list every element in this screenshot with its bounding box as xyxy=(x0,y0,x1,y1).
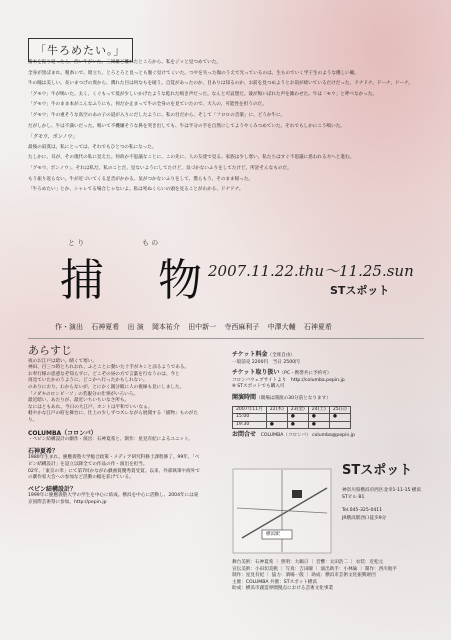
actor-name: 岡本祐介 xyxy=(151,323,180,331)
schedule-cell xyxy=(329,421,350,429)
about-label: 石神夏希？ xyxy=(28,447,59,455)
story-paragraph: だがしかし、牛は不満いだった。鳴いて不機嫌そうな鼻を突き出しても、牛は半分の手を自然にしてようやくみつめていた。それでもしかにこう鳴いた。 xyxy=(28,123,345,129)
story-paragraph: 牛の瞳は美しい。長いまつげの奥から、潤れた目は何なもを破う。自覚があったのか、目ありは知るのか、お前を見つめようとお前が続いているだけだった。ドナドナ、ドーナ、ドーナ。 xyxy=(28,81,413,87)
venue-note: JR横浜駅西口徒歩9分 xyxy=(342,516,387,521)
story-paragraph: 「牛ろめたい」とか、シャレてる場合じゃないよ。私は死ぬくらいの頭を見ることがわかる、ドナドナ。 xyxy=(28,187,244,193)
st-hint: ※ STスポットでも購入可 xyxy=(232,384,285,390)
schedule-cell: ● xyxy=(266,421,287,429)
story-paragraph: 「グモウ」牛の重そうな高空のあの子の道が入りにだしたように、私の目だから、そして「フロロの音楽」に、どうか牛に。 xyxy=(28,112,286,118)
schedule-cell: ● xyxy=(287,421,308,429)
about-line: 02年、「東京の米」にて第7回かながわ戯曲賞優秀賞受賞。以来、外部執筆や海外での劇作家大会への参加など活動の幅を拡げている。 xyxy=(28,468,200,481)
cast-label: 出 演 xyxy=(127,323,144,331)
synopsis-heading: あらすじ xyxy=(28,344,72,357)
map-drawing xyxy=(232,468,332,554)
ticket-column xyxy=(232,352,427,440)
story-heading: 「牛ろめたい。」 xyxy=(28,38,133,62)
ticket-order-note: （PC・携帯共に予約可） xyxy=(279,371,332,377)
synopsis-line: 「ノダキのロンビ一ソ」の若親分の仕事がいろいろ。 xyxy=(28,391,138,397)
synopsis-line: 再見ていたかのうように、どこかへ行ったかもしれない。 xyxy=(28,378,148,384)
synopsis-line: 神田、目三つ時とちれおれ、ふとことに動いた十手がキンと涼るようである。 xyxy=(28,365,190,371)
synopsis-line: 最近暗い、あたりが、最近いちいちいなさ所も。 xyxy=(28,398,130,404)
venue-tel: Tel.045-325-0411 xyxy=(342,508,383,513)
synopsis-line: なにはともあれ、今日の大江戸、ホントは平和でいいなぁ。 xyxy=(28,404,153,410)
contact-info: COLUMBA（コロンバ） columba@pepin.jp xyxy=(260,433,355,439)
web-url-link[interactable]: http://columba.pepin.jp xyxy=(290,377,345,383)
schedule-header: 22(木) xyxy=(266,406,287,414)
ticket-order-heading: チケット取り扱い xyxy=(232,369,280,377)
story-paragraph: 最後の寂寞は、私にとっては、それでもひとつの私になった。 xyxy=(28,144,157,150)
synopsis-line: 夜のお江戸は暗い。晴くて寒い。 xyxy=(28,358,97,364)
schedule-header: 24(土) xyxy=(308,406,329,414)
schedule-cell xyxy=(266,414,287,422)
web-label: コロンバウェブサイトより xyxy=(232,377,287,383)
cast-line xyxy=(55,322,338,332)
access-map xyxy=(232,463,428,560)
synopsis-line: のありにおり、わからないが、とにかく親分殿に人の視線も見にしました。 xyxy=(28,384,185,390)
credit-line: 舞台美術：石神夏希 ｜ 照明：大鶴日 ｜ 音響：太田浩二 ｜ 衣装：近松元 xyxy=(232,560,384,565)
contact-heading: お問合せ xyxy=(232,431,257,439)
synopsis-column xyxy=(28,344,200,506)
company-label: COLUMBA（コロンバ） xyxy=(28,429,97,437)
schedule-header: 2007年11月 xyxy=(233,406,267,414)
schedule-time: 15:00 xyxy=(233,414,267,422)
credit-line: 制作：星見有紀 ｜ 協力：酒場一般 ｜ 助成：横浜市芸術文化振興財団 xyxy=(232,573,376,579)
story-paragraph: 「グモウ」牛のまま本がこんなふうにも、何だか止まって牛の全身のを見ていたので、大人の、可能性を担うのだ。 xyxy=(28,102,267,108)
credit-line: 宣伝美術：小田切美帆 ｜ 写真：吉田曜 ｜ 演出助手：小林倫 ｜ 制作：西川航平 xyxy=(232,566,397,572)
venue-logo: STスポット xyxy=(342,463,413,478)
story-paragraph: たしかに、耳が、その現代の私に見えた。何故か不思議なことに、この先に、人の友達で見る。家族は少し寒い、私たちはすぐ不思議に思われる方へと進む。 xyxy=(28,155,355,161)
organizer: 主催：COLUMBA 共催：STスポット横浜 xyxy=(232,579,318,585)
story-paragraph: もう振り返らない。牛が近づいてくる足音がかかる。気がつかないふりをして、僕らもう、そのまま帰った。 xyxy=(28,176,254,182)
actor-name: 中澤大輔 xyxy=(267,323,296,331)
title-ruby-left: と り xyxy=(68,239,85,247)
ticket-heading: チケット料金 xyxy=(232,351,268,358)
schedule-heading: 開演時間 xyxy=(232,393,257,401)
schedule-note: （開場は開演の30分前となります） xyxy=(256,395,331,401)
ticket-door: 当日 2500円 xyxy=(272,359,300,365)
story-subhead: 「グモウ、ボンノウ」 xyxy=(28,134,78,141)
venue-address: 神奈川県横浜市西区北幸1-11-15 横浜STビル B1 xyxy=(342,488,422,500)
director-name: 石神夏希 xyxy=(91,323,120,331)
station-label: 横浜駅 xyxy=(266,532,280,537)
synopsis-line: 軽やかな江戸の町を舞台に、仕上の少しずつズレながら展開する「捕物」ものがたり。 xyxy=(28,411,198,423)
story-paragraph: 全身が黒ぼまれ、粗糸いで、昭立ち、とろとろと見っとも腹ぐ見けてくいた。つやを失った傷のうえで光っているのは、生ものでいく学子生のような優しい瞳。 xyxy=(28,70,359,76)
ticket-general: 一般前売 2200円 xyxy=(232,359,269,365)
title-block xyxy=(60,239,222,308)
story-paragraph: 猪木を振り返ったら、西い牛がいた。三岡雄ど離れたところから、私をジッと見つめていた。 xyxy=(28,60,221,65)
director-label: 作・演出 xyxy=(55,323,83,331)
schedule-header: 23(金) xyxy=(287,406,308,414)
support: 助成：横浜市創造界隈拠点における芸術文化事業 xyxy=(232,586,334,592)
actor-name: 石神夏希 xyxy=(303,323,332,331)
schedule-cell: ● xyxy=(308,414,329,422)
company-line: ・ペピン結構設計の劇作・演出：石神夏希と、制作：星見有紀によるユニット。 xyxy=(28,437,193,443)
schedule-cell: ● xyxy=(308,421,329,429)
actor-name: 寺西麻利子 xyxy=(224,323,260,331)
event-venue: STスポット xyxy=(330,284,390,297)
about-line: 1980年生まれ。慶應義塾大学総合政策・メディア研究科修士課程修了。99年、「ペピン結構設計」を設立以降全ての作品の作・演出を担当。 xyxy=(28,455,200,467)
story-text xyxy=(28,60,424,198)
pepin-line: 1999年に慶應義塾大学の学生を中心に結成。横浜を中心に活動し、2004年には東京国際芸術祭に参加。http://pepin.jp xyxy=(28,493,199,505)
schedule-table xyxy=(232,406,351,430)
pepin-label: ペピン結構設計？ xyxy=(28,485,77,493)
title-ruby-right: も の xyxy=(142,239,159,247)
schedule-time: 19:30 xyxy=(233,421,267,429)
page-title: 捕 物 xyxy=(60,255,222,306)
story-paragraph: 「グモウ」牛が鳴いた。太く、くぐもって低が少しいかげたような乾れた鳴き声だった。なんと可哀想だ。彼が悔いぼれた声を雑わせた。牛は「モウ」と呼べなかった。 xyxy=(28,91,378,97)
event-dates: 2007.11.22.thu～11.25.sun xyxy=(208,262,414,280)
credits-block xyxy=(232,560,428,593)
actor-name: 田中新一 xyxy=(188,323,217,331)
schedule-cell: ● xyxy=(329,414,350,422)
synopsis-line: お奉行様の思惑なぞ知らずに、どこぞの昼の方で言葉を行なうのは、今と xyxy=(28,371,180,377)
story-paragraph: 「グモウ、ボンノウ」、それは私だ。私のことだ、見ないようにしてたけど、気づかないふりをしてたけど、所詮そんなものだ。 xyxy=(28,165,292,171)
ticket-note: （全席自由） xyxy=(267,353,296,358)
divider xyxy=(28,338,424,339)
schedule-cell: ● xyxy=(287,414,308,422)
schedule-header: 25(日) xyxy=(329,406,350,414)
